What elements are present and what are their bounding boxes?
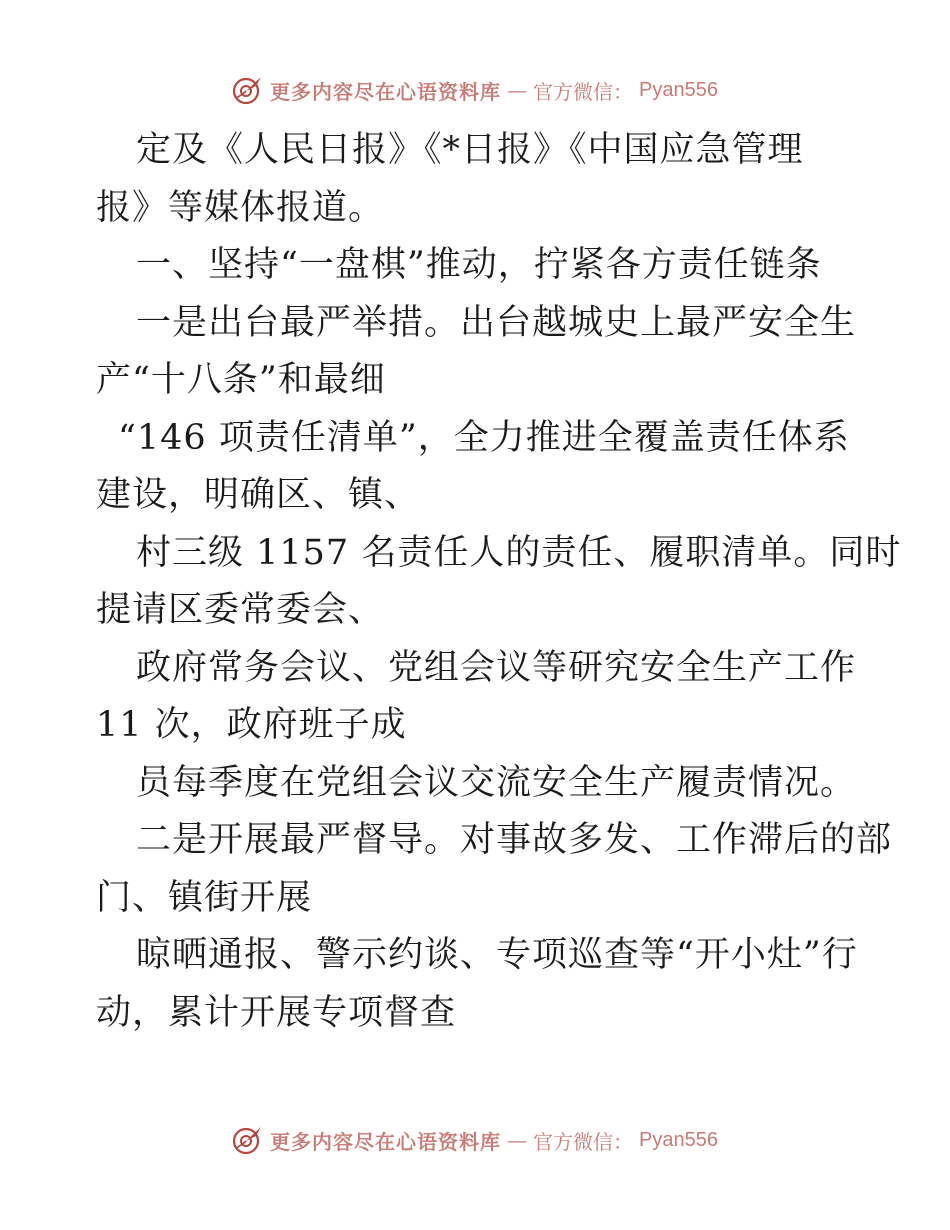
text-line: 村三级 1157 名责任人的责任、履职清单。同时 — [136, 532, 902, 573]
watermark-wechat-label: 官方微信： — [533, 1129, 634, 1154]
quill-logo-icon — [232, 1124, 264, 1156]
text-line: 政府常务会议、党组会议等研究安全生产工作 — [136, 647, 857, 688]
watermark-wechat-id: Pyan556 — [639, 78, 718, 101]
text-line: 员每季度在党组会议交流安全生产履责情况。 — [136, 762, 857, 803]
text-line: 定及《人民日报》《*日报》《中国应急管理 — [136, 130, 804, 170]
text-line: 建设，明确区、镇、 — [96, 475, 421, 515]
text-line: 提请区委常委会、 — [96, 590, 385, 630]
text-line: 一是出台最严举措。出台越城史上最严安全生 — [136, 302, 857, 343]
watermark-separator: — — [507, 1128, 528, 1152]
watermark-wechat-id: Pyan556 — [639, 1128, 718, 1151]
quill-logo-icon — [232, 74, 264, 106]
text-line: 报》等媒体报道。 — [96, 187, 385, 228]
section-heading: 一、坚持“一盘棋”推动，拧紧各方责任链条 — [136, 245, 822, 285]
text-line: 产“十八条”和最细 — [96, 360, 386, 400]
text-line: “146 项责任清单”，全力推进全覆盖责任体系 — [118, 417, 850, 458]
text-line: 动，累计开展专项督查 — [96, 992, 457, 1033]
watermark-title: 更多内容尽在心语资料库 — [270, 1129, 502, 1154]
footer-watermark — [0, 1120, 950, 1160]
watermark-wechat-label: 官方微信： — [533, 79, 634, 104]
text-line: 门、镇街开展 — [96, 877, 313, 918]
text-line: 二是开展最严督导。对事故多发、工作滞后的部 — [136, 820, 893, 860]
text-line: 11 次，政府班子成 — [96, 705, 407, 745]
text-line: 晾晒通报、警示约谈、专项巡查等“开小灶”行 — [136, 935, 858, 975]
watermark-separator: — — [507, 78, 528, 102]
watermark-title: 更多内容尽在心语资料库 — [270, 79, 502, 104]
document-body — [96, 122, 902, 1042]
header-watermark — [0, 70, 950, 110]
